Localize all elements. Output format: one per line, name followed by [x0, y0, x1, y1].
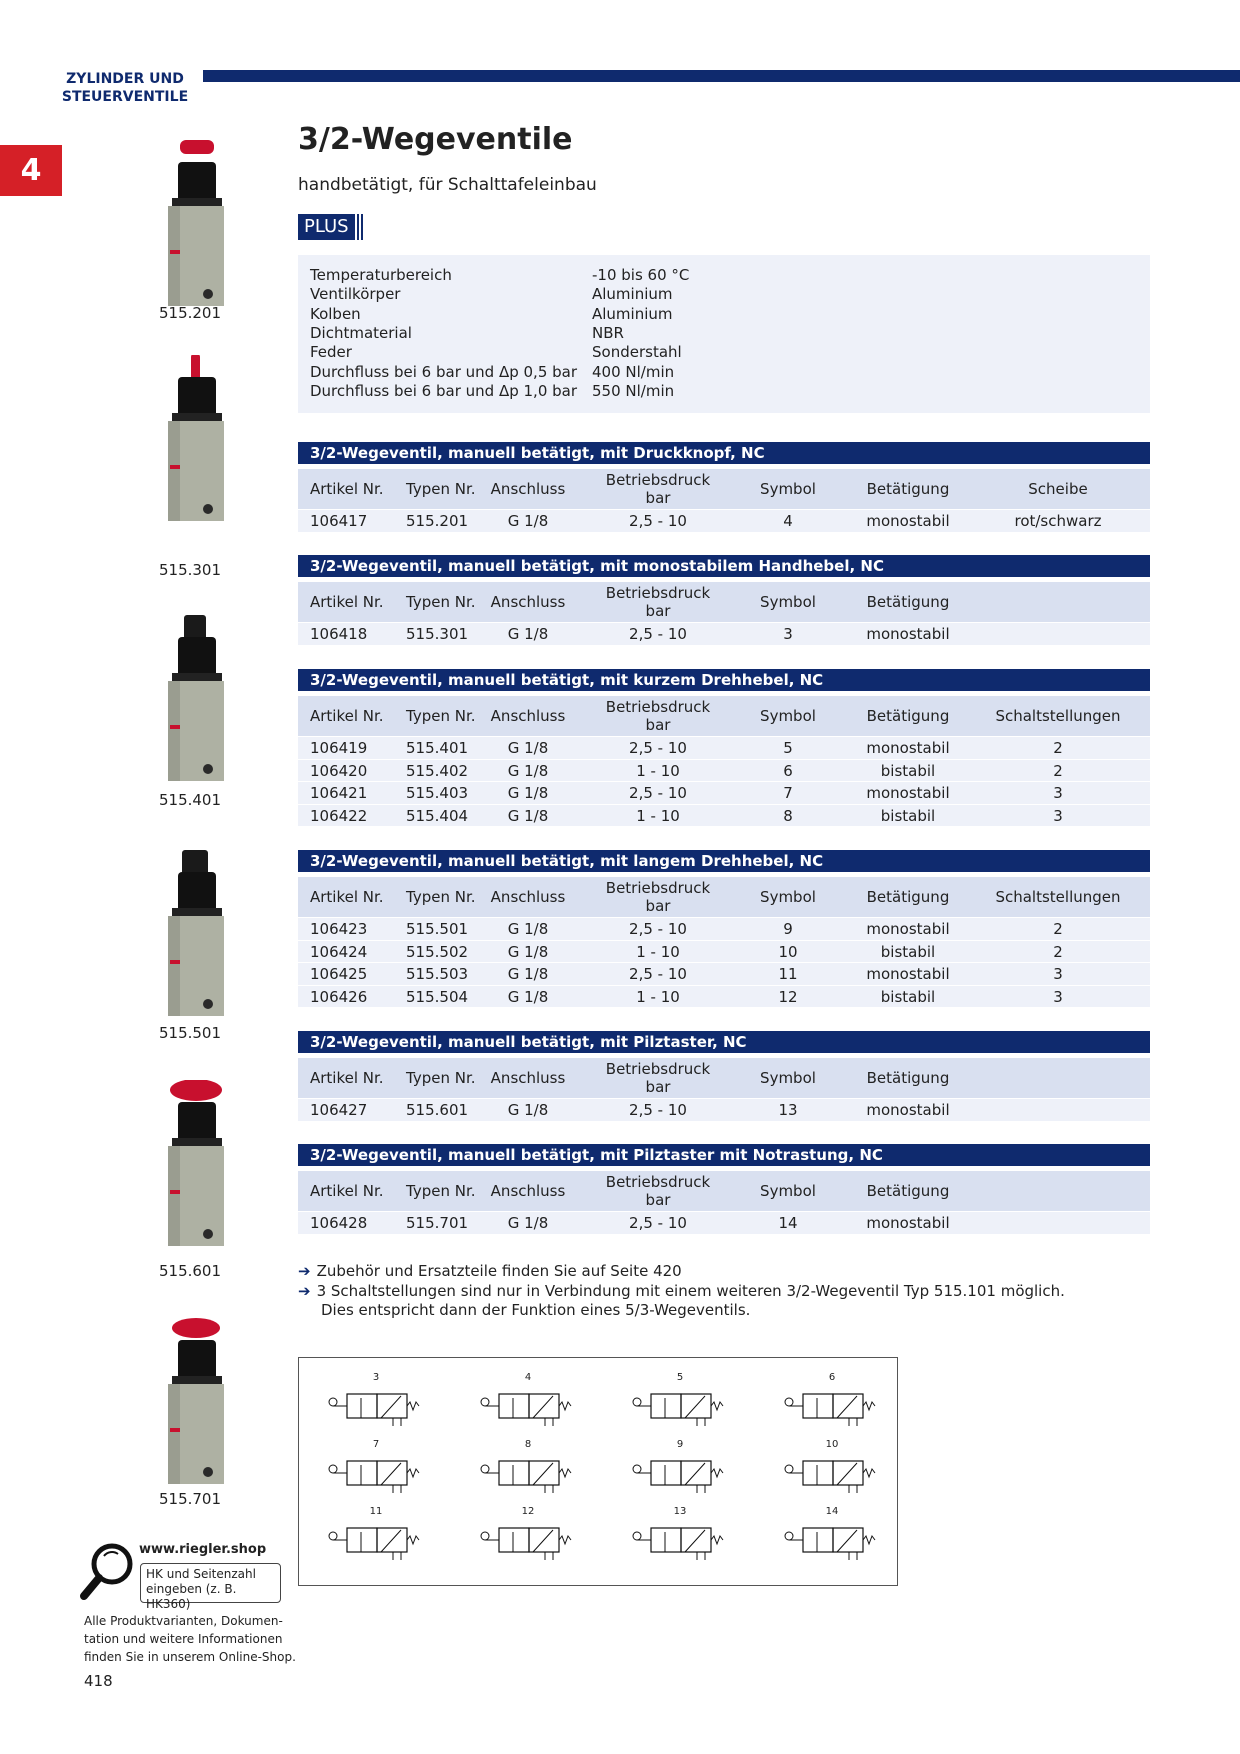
- cell-betaetigung: monostabil: [866, 739, 950, 757]
- product-table: [298, 1031, 1150, 1121]
- col-artikel: Artikel Nr.: [310, 480, 384, 498]
- valve-symbol: [473, 1439, 573, 1495]
- cell-typen-nr: 515.402: [406, 761, 469, 780]
- plus-badge-bars: [357, 214, 363, 240]
- col-druck-line2: bar: [645, 716, 671, 734]
- col-extra: Scheibe: [1028, 480, 1088, 498]
- col-betriebsdruck: [598, 471, 718, 507]
- table-row: [298, 985, 1150, 1008]
- col-typen: Typen Nr.: [406, 593, 476, 611]
- cell-artikel-nr: 106418: [310, 625, 368, 643]
- valve-diagram-icon: [777, 1516, 877, 1566]
- column-header-row: [298, 696, 1150, 736]
- cell-symbol-nr: 13: [778, 1101, 798, 1119]
- col-extra: Schaltstellungen: [995, 707, 1121, 725]
- cell-betaetigung: monostabil: [866, 784, 950, 802]
- col-symbol: Symbol: [760, 888, 816, 906]
- col-typen: Typen Nr.: [406, 888, 476, 906]
- cell-artikel-nr: 106424: [310, 942, 368, 961]
- column-header-row: [298, 469, 1150, 509]
- spec-value: Sonderstahl: [592, 343, 682, 362]
- col-druck-line2: bar: [645, 1078, 671, 1096]
- cell-betaetigung: monostabil: [866, 625, 950, 643]
- valve-symbol-number: 12: [521, 1506, 535, 1517]
- arrow-icon: ➔: [298, 1262, 311, 1280]
- col-betriebsdruck: [598, 584, 718, 620]
- valve-symbol-number: 10: [825, 1439, 839, 1450]
- product-label: 515.401: [158, 791, 222, 809]
- note-continuation: Dies entspricht dann der Funktion eines 5/3-Wegeventils.: [321, 1301, 751, 1319]
- col-betaetigung: Betätigung: [866, 1069, 950, 1087]
- table-row: [298, 622, 1150, 645]
- col-druck-line1: Betriebsdruck: [605, 879, 711, 897]
- col-symbol: Symbol: [760, 593, 816, 611]
- valve-symbol-number: 7: [372, 1439, 380, 1450]
- cell-betaetigung: monostabil: [866, 965, 950, 983]
- col-anschluss: Anschluss: [490, 888, 566, 906]
- col-anschluss: Anschluss: [490, 1182, 566, 1200]
- cell-betaetigung: monostabil: [866, 1214, 950, 1232]
- arrow-icon: ➔: [298, 1282, 311, 1300]
- valve-symbol-number: 5: [676, 1372, 684, 1383]
- col-betaetigung: Betätigung: [866, 707, 950, 725]
- product-table: [298, 850, 1150, 1007]
- col-betriebsdruck: [598, 698, 718, 734]
- col-typen: Typen Nr.: [406, 480, 476, 498]
- spec-row: [310, 266, 1130, 285]
- col-druck-line2: bar: [645, 489, 671, 507]
- valve-symbol: [625, 1506, 725, 1562]
- col-symbol: Symbol: [760, 1069, 816, 1087]
- table-row: [298, 1211, 1150, 1234]
- table-title: 3/2-Wegeventil, manuell betätigt, mit Pilztaster mit Notrastung, NC: [298, 1144, 1150, 1166]
- spec-value: 400 Nl/min: [592, 362, 675, 381]
- col-symbol: Symbol: [760, 480, 816, 498]
- valve-symbol-number: 4: [524, 1372, 532, 1383]
- col-typen: Typen Nr.: [406, 1182, 476, 1200]
- cell-symbol-nr: 9: [783, 920, 793, 938]
- valve-symbol: [625, 1439, 725, 1495]
- cell-anschluss: G 1/8: [507, 761, 549, 780]
- col-druck-line2: bar: [645, 602, 671, 620]
- valve-symbol: [321, 1439, 421, 1495]
- valve-symbol: [321, 1372, 421, 1428]
- cell-betriebsdruck: 1 - 10: [636, 806, 680, 825]
- cell-betriebsdruck: 1 - 10: [636, 761, 680, 780]
- note-accessories: [298, 1262, 682, 1281]
- spec-key: Dichtmaterial: [310, 323, 412, 342]
- spec-row: [310, 305, 1130, 324]
- column-header-row: [298, 1171, 1150, 1211]
- cell-symbol-nr: 11: [778, 965, 798, 983]
- cell-betriebsdruck: 2,5 - 10: [629, 965, 687, 983]
- cell-anschluss: G 1/8: [507, 1101, 549, 1119]
- valve-symbol-number: 14: [825, 1506, 839, 1517]
- cell-extra: 3: [1053, 987, 1063, 1006]
- cell-anschluss: G 1/8: [507, 739, 549, 757]
- product-image-515.701: [150, 1318, 240, 1488]
- col-betaetigung: Betätigung: [866, 1182, 950, 1200]
- cell-artikel-nr: 106428: [310, 1214, 368, 1232]
- col-betriebsdruck: [598, 879, 718, 915]
- col-artikel: Artikel Nr.: [310, 707, 384, 725]
- cell-artikel-nr: 106425: [310, 965, 368, 983]
- valve-diagram-icon: [321, 1516, 421, 1566]
- cell-artikel-nr: 106426: [310, 987, 368, 1006]
- shop-hint-line-1: HK und Seitenzahl: [146, 1567, 256, 1581]
- col-druck-line1: Betriebsdruck: [605, 584, 711, 602]
- cell-symbol-nr: 12: [778, 987, 798, 1006]
- shop-url[interactable]: www.riegler.shop: [139, 1542, 267, 1557]
- note-text: Zubehör und Ersatzteile finden Sie auf Seite 420: [316, 1262, 682, 1280]
- spec-row: [310, 324, 1130, 343]
- col-betriebsdruck: [598, 1173, 718, 1209]
- col-symbol: Symbol: [760, 707, 816, 725]
- valve-symbol: [473, 1372, 573, 1428]
- col-artikel: Artikel Nr.: [310, 593, 384, 611]
- cell-symbol-nr: 10: [778, 942, 798, 961]
- cell-artikel-nr: 106421: [310, 784, 368, 802]
- valve-diagram-icon: [321, 1382, 421, 1432]
- table-title: 3/2-Wegeventil, manuell betätigt, mit langem Drehhebel, NC: [298, 850, 1150, 872]
- valve-symbol-number: 6: [828, 1372, 836, 1383]
- cell-anschluss: G 1/8: [507, 987, 549, 1006]
- spec-value: Aluminium: [592, 285, 673, 304]
- valve-diagram-icon: [625, 1516, 725, 1566]
- product-table: [298, 669, 1150, 826]
- cell-betaetigung: bistabil: [880, 987, 936, 1006]
- cell-typen-nr: 515.701: [406, 1214, 469, 1232]
- table-row: [298, 509, 1150, 532]
- spec-row: [310, 285, 1130, 304]
- cell-betriebsdruck: 2,5 - 10: [629, 920, 687, 938]
- magnifier-icon: [78, 1540, 138, 1602]
- cell-betaetigung: bistabil: [880, 806, 936, 825]
- cell-anschluss: G 1/8: [507, 625, 549, 643]
- cell-anschluss: G 1/8: [507, 512, 549, 530]
- cell-betaetigung: bistabil: [880, 761, 936, 780]
- table-row: [298, 736, 1150, 759]
- cell-betriebsdruck: 2,5 - 10: [629, 1101, 687, 1119]
- col-betaetigung: Betätigung: [866, 593, 950, 611]
- valve-diagram-icon: [473, 1382, 573, 1432]
- product-label: 515.701: [158, 1490, 222, 1508]
- shop-hint-line-2: eingeben (z. B. HK360): [146, 1582, 237, 1611]
- cell-artikel-nr: 106420: [310, 761, 368, 780]
- valve-symbol-number: 3: [372, 1372, 380, 1383]
- cell-betriebsdruck: 2,5 - 10: [629, 1214, 687, 1232]
- cell-symbol-nr: 7: [783, 784, 793, 802]
- col-artikel: Artikel Nr.: [310, 1069, 384, 1087]
- shop-note-line-2: tation und weitere Informationen: [84, 1632, 283, 1646]
- column-header-row: [298, 582, 1150, 622]
- shop-note-line-1: Alle Produktvarianten, Dokumen-: [84, 1614, 283, 1628]
- valve-symbol-number: 13: [673, 1506, 687, 1517]
- category-line-1: ZYLINDER UND: [66, 71, 184, 87]
- cell-artikel-nr: 106423: [310, 920, 368, 938]
- col-artikel: Artikel Nr.: [310, 1182, 384, 1200]
- cell-betriebsdruck: 1 - 10: [636, 942, 680, 961]
- cell-betriebsdruck: 2,5 - 10: [629, 739, 687, 757]
- spec-value: NBR: [592, 323, 624, 342]
- col-druck-line2: bar: [645, 1191, 671, 1209]
- table-row: [298, 917, 1150, 940]
- product-label: 515.501: [158, 1024, 222, 1042]
- cell-typen-nr: 515.501: [406, 920, 469, 938]
- spec-value: -10 bis 60 °C: [592, 266, 690, 284]
- valve-symbol: [777, 1372, 877, 1428]
- cell-extra: 3: [1053, 965, 1063, 983]
- cell-artikel-nr: 106419: [310, 739, 368, 757]
- col-druck-line1: Betriebsdruck: [605, 1060, 711, 1078]
- cell-symbol-nr: 3: [783, 625, 793, 643]
- shop-note: [84, 1612, 296, 1666]
- spec-table: [298, 255, 1150, 413]
- col-anschluss: Anschluss: [490, 1069, 566, 1087]
- cell-typen-nr: 515.201: [406, 512, 469, 530]
- category-line-2: STEUERVENTILE: [61, 89, 189, 105]
- cell-artikel-nr: 106427: [310, 1101, 368, 1119]
- page-subtitle: handbetätigt, für Schalttafeleinbau: [298, 175, 597, 195]
- cell-symbol-nr: 8: [783, 806, 793, 825]
- col-anschluss: Anschluss: [490, 707, 566, 725]
- cell-extra: 2: [1053, 739, 1063, 757]
- spec-value: Aluminium: [592, 304, 673, 323]
- product-label: 515.201: [158, 304, 222, 322]
- valve-diagram-icon: [473, 1449, 573, 1499]
- shop-note-line-3: finden Sie in unserem Online-Shop.: [84, 1650, 296, 1664]
- note-switch-positions: [298, 1282, 1065, 1301]
- cell-typen-nr: 515.403: [406, 784, 469, 802]
- cell-typen-nr: 515.601: [406, 1101, 469, 1119]
- product-image-515.201: [150, 140, 240, 310]
- col-druck-line2: bar: [645, 897, 671, 915]
- spec-value: 550 Nl/min: [592, 381, 675, 400]
- shop-hint-box: [140, 1563, 281, 1611]
- product-table: [298, 555, 1150, 645]
- col-betaetigung: Betätigung: [866, 888, 950, 906]
- col-anschluss: Anschluss: [490, 480, 566, 498]
- spec-key: Kolben: [310, 304, 361, 323]
- product-image-515.601: [150, 1080, 240, 1250]
- cell-anschluss: G 1/8: [507, 806, 549, 825]
- col-artikel: Artikel Nr.: [310, 888, 384, 906]
- col-betriebsdruck: [598, 1060, 718, 1096]
- cell-typen-nr: 515.301: [406, 625, 469, 643]
- product-label: 515.301: [158, 561, 222, 579]
- valve-diagram-icon: [321, 1449, 421, 1499]
- col-typen: Typen Nr.: [406, 707, 476, 725]
- table-row: [298, 781, 1150, 804]
- spec-key: Temperaturbereich: [310, 266, 452, 284]
- valve-diagram-icon: [625, 1382, 725, 1432]
- col-druck-line1: Betriebsdruck: [605, 1173, 711, 1191]
- category-label: [60, 70, 190, 106]
- cell-betaetigung: bistabil: [880, 942, 936, 961]
- product-image-515.501: [150, 850, 240, 1020]
- cell-symbol-nr: 6: [783, 761, 793, 780]
- cell-symbol-nr: 5: [783, 739, 793, 757]
- cell-anschluss: G 1/8: [507, 784, 549, 802]
- cell-artikel-nr: 106422: [310, 806, 368, 825]
- cell-betriebsdruck: 2,5 - 10: [629, 784, 687, 802]
- col-druck-line1: Betriebsdruck: [605, 471, 711, 489]
- cell-artikel-nr: 106417: [310, 512, 368, 530]
- col-extra: Schaltstellungen: [995, 888, 1121, 906]
- valve-diagram-icon: [473, 1516, 573, 1566]
- valve-symbol: [473, 1506, 573, 1562]
- product-image-515.401: [150, 615, 240, 785]
- cell-extra: 3: [1053, 784, 1063, 802]
- cell-typen-nr: 515.503: [406, 965, 469, 983]
- table-row: [298, 804, 1150, 827]
- column-header-row: [298, 877, 1150, 917]
- cell-extra: 2: [1053, 920, 1063, 938]
- column-header-row: [298, 1058, 1150, 1098]
- cell-extra: 3: [1053, 806, 1063, 825]
- note-text: 3 Schaltstellungen sind nur in Verbindung mit einem weiteren 3/2-Wegeventil Typ 515.101 möglich.: [316, 1282, 1065, 1300]
- table-title: 3/2-Wegeventil, manuell betätigt, mit kurzem Drehhebel, NC: [298, 669, 1150, 691]
- product-table: [298, 442, 1150, 532]
- cell-typen-nr: 515.502: [406, 942, 469, 961]
- product-label: 515.601: [158, 1262, 222, 1280]
- valve-symbol-number: 11: [369, 1506, 383, 1517]
- table-title: 3/2-Wegeventil, manuell betätigt, mit monostabilem Handhebel, NC: [298, 555, 1150, 577]
- col-druck-line1: Betriebsdruck: [605, 698, 711, 716]
- table-title: 3/2-Wegeventil, manuell betätigt, mit Druckknopf, NC: [298, 442, 1150, 464]
- spec-row: [310, 382, 1130, 401]
- cell-anschluss: G 1/8: [507, 1214, 549, 1232]
- spec-key: Feder: [310, 343, 352, 362]
- cell-anschluss: G 1/8: [507, 920, 549, 938]
- valve-symbol: [321, 1506, 421, 1562]
- cell-extra: 2: [1053, 761, 1063, 780]
- col-anschluss: Anschluss: [490, 593, 566, 611]
- plus-badge: PLUS: [298, 214, 355, 240]
- table-row: [298, 759, 1150, 782]
- spec-row: [310, 363, 1130, 382]
- col-betaetigung: Betätigung: [866, 480, 950, 498]
- spec-key: Ventilkörper: [310, 285, 401, 304]
- cell-anschluss: G 1/8: [507, 942, 549, 961]
- cell-betriebsdruck: 2,5 - 10: [629, 625, 687, 643]
- col-typen: Typen Nr.: [406, 1069, 476, 1087]
- cell-betriebsdruck: 2,5 - 10: [629, 512, 687, 530]
- cell-betriebsdruck: 1 - 10: [636, 987, 680, 1006]
- product-image-515.301: [150, 355, 240, 525]
- table-row: [298, 940, 1150, 963]
- valve-symbol: [625, 1372, 725, 1428]
- cell-betaetigung: monostabil: [866, 1101, 950, 1119]
- valve-symbol: [777, 1506, 877, 1562]
- cell-typen-nr: 515.504: [406, 987, 469, 1006]
- valve-diagram-icon: [625, 1449, 725, 1499]
- cell-symbol-nr: 4: [783, 512, 793, 530]
- valve-diagram-icon: [777, 1382, 877, 1432]
- cell-typen-nr: 515.401: [406, 739, 469, 757]
- table-row: [298, 962, 1150, 985]
- cell-betaetigung: monostabil: [866, 512, 950, 530]
- header-bar: [203, 70, 1240, 82]
- page-title: 3/2-Wegeventile: [298, 122, 573, 157]
- cell-symbol-nr: 14: [778, 1214, 798, 1232]
- spec-key: Durchfluss bei 6 bar und Δp 0,5 bar: [310, 362, 578, 381]
- valve-symbol-number: 8: [524, 1439, 532, 1450]
- cell-anschluss: G 1/8: [507, 965, 549, 983]
- cell-extra: rot/schwarz: [1014, 512, 1102, 530]
- spec-row: [310, 343, 1130, 362]
- table-title: 3/2-Wegeventil, manuell betätigt, mit Pilztaster, NC: [298, 1031, 1150, 1053]
- col-symbol: Symbol: [760, 1182, 816, 1200]
- valve-symbol-number: 9: [676, 1439, 684, 1450]
- cell-extra: 2: [1053, 942, 1063, 961]
- chapter-tab: 4: [0, 145, 62, 196]
- product-table: [298, 1144, 1150, 1234]
- table-row: [298, 1098, 1150, 1121]
- symbol-box: [298, 1357, 898, 1586]
- spec-key: Durchfluss bei 6 bar und Δp 1,0 bar: [310, 381, 578, 400]
- valve-diagram-icon: [777, 1449, 877, 1499]
- valve-symbol: [777, 1439, 877, 1495]
- cell-typen-nr: 515.404: [406, 806, 469, 825]
- cell-betaetigung: monostabil: [866, 920, 950, 938]
- page-number: 418: [84, 1672, 113, 1690]
